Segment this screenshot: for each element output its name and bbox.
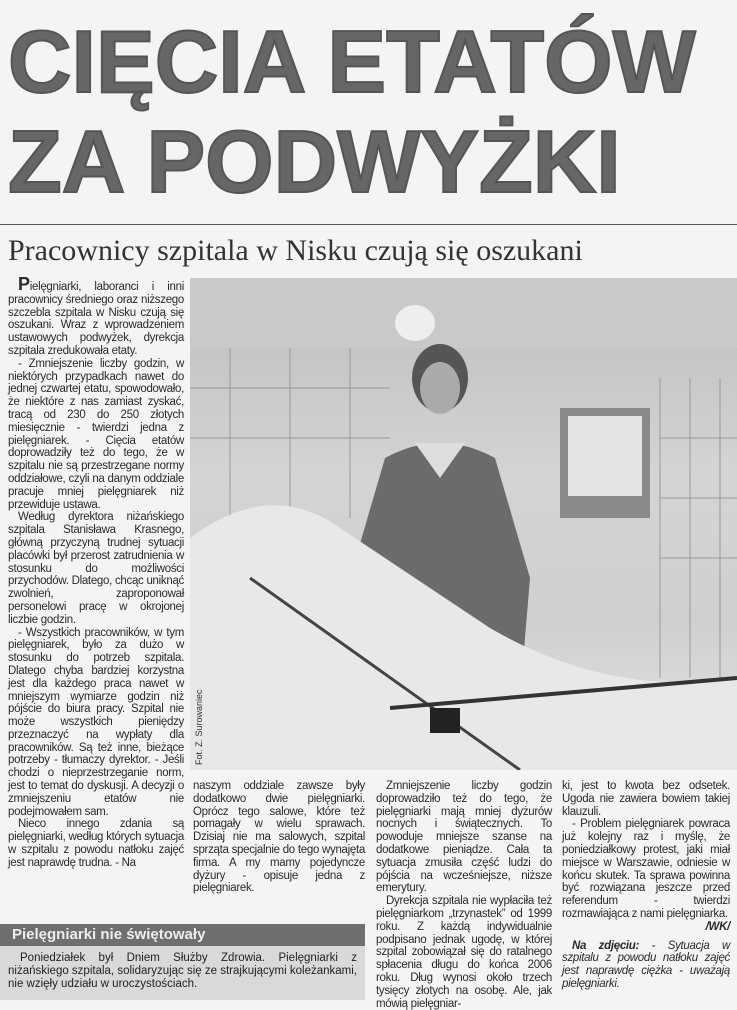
paragraph: Dyrekcja szpitala nie wypłaciła też pielęgniarkom „trzynastek” od 1999 roku. Z każdą indywidualnie podpisano jednak ugodę, w której szpital zobowiązał się do ratalnego spłacenia długu do końca 2006 roku. Dług wynosi około trzech tysięcy złotych na osobę. Ale, jak mówią pielęgniar- [376, 895, 552, 1010]
sidebar-box [0, 924, 365, 1000]
caption-label: Na zdjęciu: [572, 939, 640, 952]
paragraph: ki, jest to kwota bez odsetek. Ugoda nie zawiera bowiem takiej klauzuli. [562, 780, 730, 818]
paragraph: Pielęgniarki, laboranci i inni pracownicy średniego oraz niższego szczebla szpitala w Nisku czują się oszukani. Wraz z wprowadzeniem ustawowych podwyżek, dyrekcja szpitala zredukowała etaty. [8, 274, 184, 357]
paragraph: naszym oddziale zawsze były dodatkowo dwie pielęgniarki. Oprócz tego salowe, które też pomagały w wielu sprawach. Dzisiaj nie ma salowych, szpital sprząta specjalnie do tego wynajęta firma. A my mamy pojedyncze dyżury - opisuje jedna z pielęgniarek. [193, 780, 365, 895]
paragraph: - Wszystkich pracowników, w tym pielęgniarek, było za dużo w stosunku do potrzeb szpitala. Dlatego chyba bardziej korzystna jest dla każdego praca nawet w mniejszym wymiarze godzin niż pójście do biura pracy. Szpital nie może wszystkich pieniędzy przeznaczyć na wypłaty dla pracowników. Są też inne, bieżące potrzeby - tłumaczy dyrektor. - Jeśli chodzi o nieprzestrzeganie norm, jest to temat do dyskusji. A decyzji o zmniejszeniu etatów nie podejmowałem sam. [8, 626, 184, 818]
photo-credit: Fot. Z. Surowaniec [194, 689, 204, 765]
article-column-2 [193, 780, 365, 895]
headline-line-2: ZA PODWYŻKI [8, 112, 621, 211]
divider [0, 224, 737, 225]
photo-caption [562, 940, 730, 991]
caption-text: - Sytuacja w szpitalu z powodu natłoku zajęć jest naprawdę ciężka - uważają pielęgniarki. [562, 939, 730, 990]
subtitle: Pracownicy szpitala w Nisku czują się oszukani [8, 234, 583, 267]
article-column-3 [376, 780, 552, 1010]
article-column-4 [562, 780, 730, 991]
paragraph: - Problem pielęgniarek powraca już kolejny raz i myślę, że poniedziałkowy protest, jaki miał miejsce w Warszawie, odniesie w końcu skutek. Ta sprawa powinna być rozwiązana jeszcze przed referendum - twierdzi rozmawiająca z nami pielęgniarka. [562, 818, 730, 920]
sidebar-box-title: Pielęgniarki nie świętowały [0, 924, 365, 946]
photo-nurse-at-bed [190, 278, 737, 770]
author-signature: /WK/ [705, 920, 730, 933]
sidebar-box-text: Poniedziałek był Dniem Służby Zdrowia. Pielęgniarki z niżańskiego szpitala, solidaryzując się ze strajkującymi koleżankami, nie wzięły udziału w uroczystościach. [8, 952, 357, 990]
article-photo [190, 278, 737, 770]
paragraph: Zmniejszenie liczby godzin doprowadziło też do tego, że pielęgniarki mają mniej dyżurów nocnych i świątecznych. To powoduje mniejsze szanse na dodatkowe pieniądze. Cała ta sytuacja zmusiła część ludzi do pójścia na wcześniejsze, niższe emerytury. [376, 780, 552, 895]
headline-line-1: CIĘCIA ETATÓW [8, 12, 696, 111]
paragraph: Nieco innego zdania są pielęgniarki, według których sytuacja w szpitalu z powodu natłoku zajęć jest naprawdę trudna. - Na [8, 818, 184, 869]
paragraph: - Zmniejszenie liczby godzin, w niektórych przypadkach nawet do jednej czwartej etatu, spowodowało, że niektóre z nas zamiast zyskać, tracą od 230 do 250 złotych miesięcznie - twierdzi jedna z pielęgniarek. - Cięcia etatów doprowadziły też do tego, że w szpitalu nie są przestrzegane normy oddziałowe, czyli na danym oddziale pracuje mniej pielęgniarek niż przewiduje ustawa. [8, 357, 184, 511]
paragraph: Według dyrektora niżańskiego szpitala Stanisława Krasnego, główną przyczyną trudnej sytuacji placówki był przerost zatrudnienia w stosunku do możliwości przychodów. Dlatego, chcąc uniknąć zwolnień, zaproponował personelowi pracę w okrojonej liczbie godzin. [8, 511, 184, 626]
article-column-1 [8, 274, 184, 870]
